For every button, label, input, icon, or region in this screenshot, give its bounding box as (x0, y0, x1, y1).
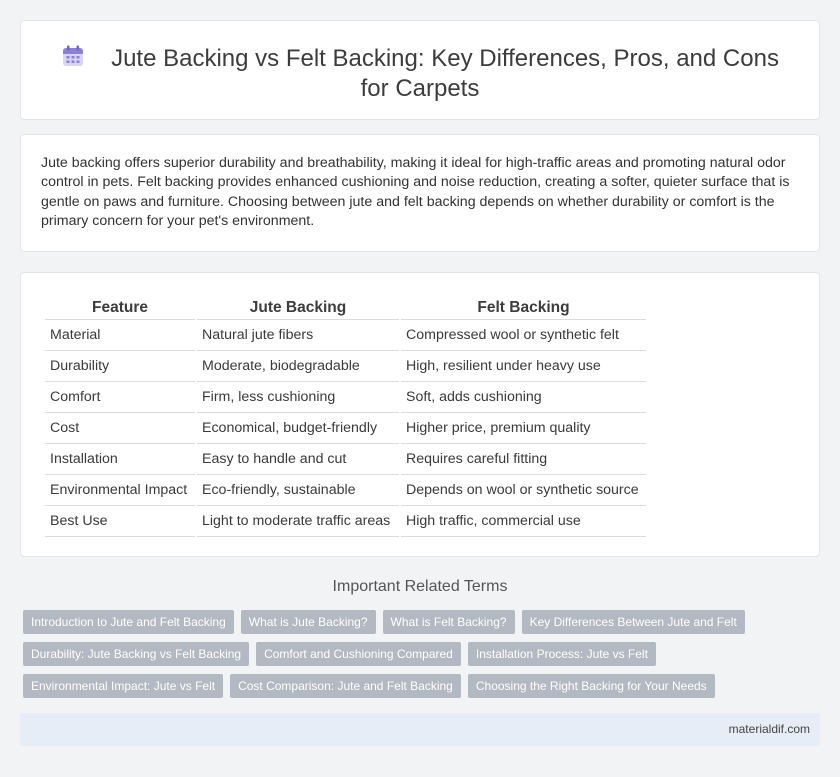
table-cell-jute: Natural jute fibers (197, 320, 399, 351)
comparison-card (20, 272, 820, 557)
tag-row (23, 674, 823, 698)
calendar-icon (61, 44, 85, 68)
table-cell-jute: Economical, budget-friendly (197, 413, 399, 444)
table-cell-feature: Installation (45, 444, 195, 475)
related-term-link[interactable]: What is Felt Backing? (383, 610, 515, 634)
intro-card (20, 134, 820, 252)
column-header-jute: Jute Backing (197, 294, 399, 320)
related-term-link[interactable]: Durability: Jute Backing vs Felt Backing (23, 642, 249, 666)
table-cell-feature: Best Use (45, 506, 195, 537)
table-cell-felt: Requires careful fitting (401, 444, 646, 475)
related-term-link[interactable]: Environmental Impact: Jute vs Felt (23, 674, 223, 698)
column-header-felt: Felt Backing (401, 294, 646, 320)
page-title (51, 44, 789, 104)
related-term-link[interactable]: Comfort and Cushioning Compared (256, 642, 461, 666)
page-title-text: Jute Backing vs Felt Backing: Key Differences, Pros, and Cons for Carpets (111, 45, 779, 102)
table-row (45, 413, 646, 444)
table-cell-feature: Cost (45, 413, 195, 444)
footer-bar (20, 713, 820, 746)
table-row (45, 475, 646, 506)
table-cell-felt: Higher price, premium quality (401, 413, 646, 444)
table-cell-felt: High traffic, commercial use (401, 506, 646, 537)
table-cell-jute: Moderate, biodegradable (197, 351, 399, 382)
related-term-link[interactable]: Key Differences Between Jute and Felt (522, 610, 745, 634)
tag-row (23, 610, 823, 634)
table-cell-feature: Comfort (45, 382, 195, 413)
table-cell-jute: Light to moderate traffic areas (197, 506, 399, 537)
table-row (45, 320, 646, 351)
title-card (20, 20, 820, 120)
table-cell-feature: Environmental Impact (45, 475, 195, 506)
related-terms-heading: Important Related Terms (332, 578, 508, 595)
table-cell-feature: Material (45, 320, 195, 351)
table-cell-jute: Eco-friendly, sustainable (197, 475, 399, 506)
table-cell-felt: High, resilient under heavy use (401, 351, 646, 382)
tag-row (23, 642, 823, 666)
intro-paragraph: Jute backing offers superior durability and breathability, making it ideal for high-traffic areas and promoting natural odor control in pets. Felt backing provides enhanced cushioning and noise reduction, creating a softer, quieter surface that is gentle on paws and furniture. Choosing between jute and felt backing depends on whether durability or comfort is the primary concern for your pet's environment. (41, 155, 790, 230)
table-cell-felt: Compressed wool or synthetic felt (401, 320, 646, 351)
related-term-link[interactable]: Choosing the Right Backing for Your Needs (468, 674, 715, 698)
comparison-table (43, 294, 648, 537)
table-cell-feature: Durability (45, 351, 195, 382)
table-row (45, 351, 646, 382)
related-term-link[interactable]: Cost Comparison: Jute and Felt Backing (230, 674, 461, 698)
table-cell-felt: Soft, adds cushioning (401, 382, 646, 413)
column-header-feature: Feature (45, 294, 195, 320)
table-cell-jute: Easy to handle and cut (197, 444, 399, 475)
related-terms-list (23, 610, 823, 706)
related-term-link[interactable]: Introduction to Jute and Felt Backing (23, 610, 234, 634)
related-term-link[interactable]: Installation Process: Jute vs Felt (468, 642, 656, 666)
related-term-link[interactable]: What is Jute Backing? (241, 610, 376, 634)
table-cell-felt: Depends on wool or synthetic source (401, 475, 646, 506)
table-cell-jute: Firm, less cushioning (197, 382, 399, 413)
table-header-row (45, 294, 646, 320)
table-row (45, 506, 646, 537)
table-row (45, 444, 646, 475)
table-row (45, 382, 646, 413)
footer-site-link[interactable]: materialdif.com (728, 722, 810, 736)
